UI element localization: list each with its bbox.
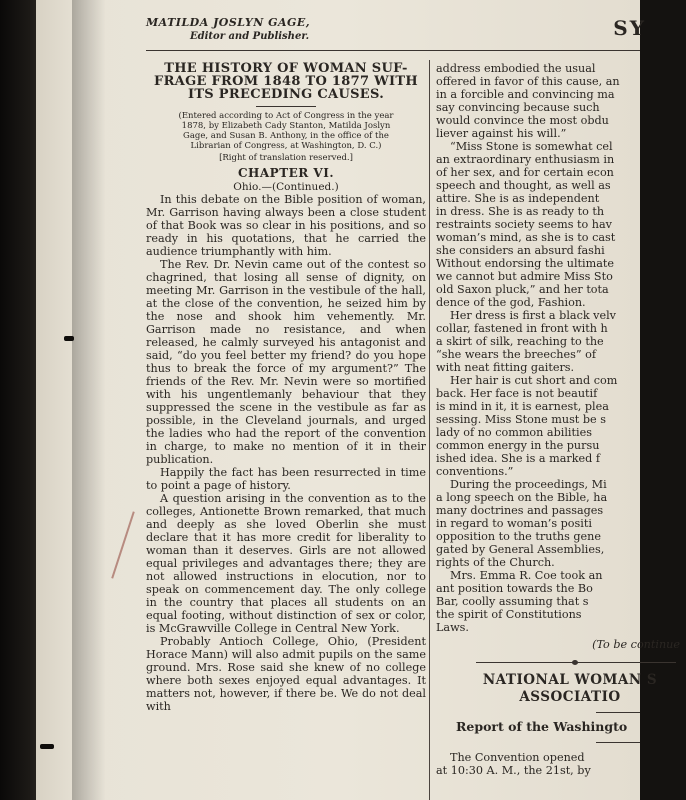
text-line: conventions.” — [436, 465, 514, 478]
text-line: Laws. — [436, 621, 469, 634]
text-line: many doctrines and passages — [436, 504, 604, 517]
text-line: gated by General Assemblies, — [436, 543, 605, 556]
text-line: lady of no common abilities — [436, 426, 592, 439]
text-line: Without endorsing the ultimate — [436, 257, 615, 270]
binding-notch — [64, 336, 74, 341]
text-line: in a forcible and convincing ma — [436, 88, 615, 101]
section-ornament — [476, 661, 676, 664]
copyright-line: Gage, and Susan B. Anthony, in the office of the — [183, 131, 389, 141]
article-paragraph: The Rev. Dr. Nevin came out of the contest so chagrined, that losing all sense of dignity, on meeting Mr. Garrison in the vestibule of the hall, at the close of the convention, he seized him by the nose and shook him vehemently. Mr. Garrison made no resistance, and when released, he calmly surveyed his antagonist and said, “do you feel better my friend? do you hope thus to break the force of my argument?” The friends of the Rev. Mr. Nevin were so mortified with his ungentlemanly behaviour that they suppressed the scene in the vestibule as far as possible, in the Cleveland journals, and urged the ladies who had the report of the convention in charge, to make no mention of it in their publication. — [146, 258, 426, 466]
text-line: old Saxon pluck,” and her tota — [436, 283, 609, 296]
title-rule — [256, 106, 316, 107]
text-line: collar, fastened in front with h — [436, 322, 608, 335]
rights-notice: [Right of translation reserved.] — [219, 153, 353, 163]
article-title-line: FRAGE FROM 1848 TO 1877 WITH — [154, 74, 418, 89]
article-paragraph: A question arising in the convention as to the colleges, Antionette Brown remarked, that much and deeply as she loved Oberlin she must declare that it has more credit for liberality to woman than it deserves. Girls are not allowed equal privileges and advantages there; they are not allowed instructions in elocution, nor to speak on commencement day. The only college in the country that places all students on an equal footing, without distinction of sex or color, is McGrawville College in Central New York. — [146, 492, 426, 635]
binding-notch — [40, 744, 54, 749]
text-line: dence of the god, Fashion. — [436, 296, 586, 309]
text-line: a long speech on the Bible, ha — [436, 491, 608, 504]
text-line: a skirt of silk, reaching to the — [436, 335, 604, 348]
column-divider — [429, 60, 430, 800]
text-line: ished idea. She is a marked f — [436, 452, 601, 465]
text-line: speech and thought, as well as — [436, 179, 611, 192]
text-line: of her sex, and for certain econ — [436, 166, 614, 179]
article-title — [146, 62, 426, 101]
text-line: is mind in it, it is earnest, plea — [436, 400, 609, 413]
text-line: During the proceedings, Mi — [450, 478, 607, 491]
text-line: attire. She is as independent — [436, 192, 600, 205]
text-line: we cannot but admire Miss Sto — [436, 270, 613, 283]
heading-rule — [596, 712, 640, 713]
text-line: offered in favor of this cause, an — [436, 75, 620, 88]
text-line: Mrs. Emma R. Coe took an — [450, 569, 603, 582]
text-line: The Convention opened — [450, 751, 585, 764]
text-line: address embodied the usual — [436, 62, 596, 75]
article-title-line: THE HISTORY OF WOMAN SUF- — [164, 61, 408, 76]
text-line: opposition to the truths gene — [436, 530, 602, 543]
masthead — [146, 14, 646, 51]
text-line: back. Her face is not beautif — [436, 387, 598, 400]
text-line: “Miss Stone is somewhat cel — [450, 140, 613, 153]
association-heading-line: ASSOCIATIO — [519, 689, 621, 705]
copyright-line: 1878, by Elizabeth Cady Stanton, Matilda Joslyn — [181, 121, 391, 131]
copyright-line: (Entered according to Act of Congress in the year — [178, 111, 394, 121]
text-line: common energy in the pursu — [436, 439, 600, 452]
text-line: in regard to woman’s positi — [436, 517, 592, 530]
text-line: Bar, coolly assuming that s — [436, 595, 589, 608]
text-line: Her dress is first a black velv — [450, 309, 617, 322]
article-column-right — [436, 62, 686, 777]
text-line: an extraordinary enthusiasm in — [436, 153, 615, 166]
text-line: at 10:30 A. M., the 21st, by — [436, 764, 591, 777]
continued-note: (To be continue — [592, 638, 680, 651]
text-line: in dress. She is as ready to th — [436, 205, 605, 218]
association-heading-line: NATIONAL WOMAN S — [482, 672, 658, 688]
pencil-mark — [111, 511, 135, 578]
text-line: woman’s mind, as she is to cast — [436, 231, 616, 244]
text-line: she considers an absurd fashi — [436, 244, 605, 257]
text-line: rights of the Church. — [436, 556, 555, 569]
text-line: restraints society seems to hav — [436, 218, 612, 231]
text-line: the spirit of Constitutions — [436, 608, 582, 621]
paper-name: SY — [613, 16, 646, 40]
text-line: liever against his will.” — [436, 127, 567, 140]
article-paragraph: In this debate on the Bible position of woman, Mr. Garrison having always been a close student of that Book was so clear in his positions, and so ready in his quotations, that he carried the audience triumphantly with him. — [146, 193, 426, 258]
text-line: “she wears the breeches” of — [436, 348, 596, 361]
chapter-subheading: Ohio.—(Continued.) — [233, 181, 339, 193]
text-line: would convince the most obdu — [436, 114, 609, 127]
text-line: say convincing because such — [436, 101, 600, 114]
newspaper-page — [36, 0, 680, 800]
article-paragraph: Happily the fact has been resurrected in time to point a page of history. — [146, 466, 426, 492]
text-line: ant position towards the Bo — [436, 582, 593, 595]
text-line: sessing. Miss Stone must be s — [436, 413, 606, 426]
report-heading: Report of the Washingto — [456, 719, 628, 734]
article-title-line: ITS PRECEDING CAUSES. — [187, 87, 385, 102]
article-column-left — [146, 62, 426, 713]
editor-title: Editor and Publisher. — [190, 31, 310, 42]
page-fold-shadow — [72, 0, 106, 800]
text-line: with neat fitting gaiters. — [436, 361, 575, 374]
association-heading — [454, 672, 686, 706]
editor-name: MATILDA JOSLYN GAGE, — [146, 16, 311, 29]
text-line: Her hair is cut short and com — [450, 374, 618, 387]
article-paragraph: Probably Antioch College, Ohio, (President Horace Mann) will also admit pupils on the same ground. Mrs. Rose said she knew of no college where both sexes enjoyed equal advantages. It matters not, however, if there be. We do not deal with — [146, 635, 426, 713]
copyright-line: Librarian of Congress, at Washington, D. C.) — [190, 141, 382, 151]
chapter-heading: CHAPTER VI. — [237, 166, 335, 180]
copyright-notice — [150, 111, 422, 151]
heading-rule — [596, 742, 640, 743]
